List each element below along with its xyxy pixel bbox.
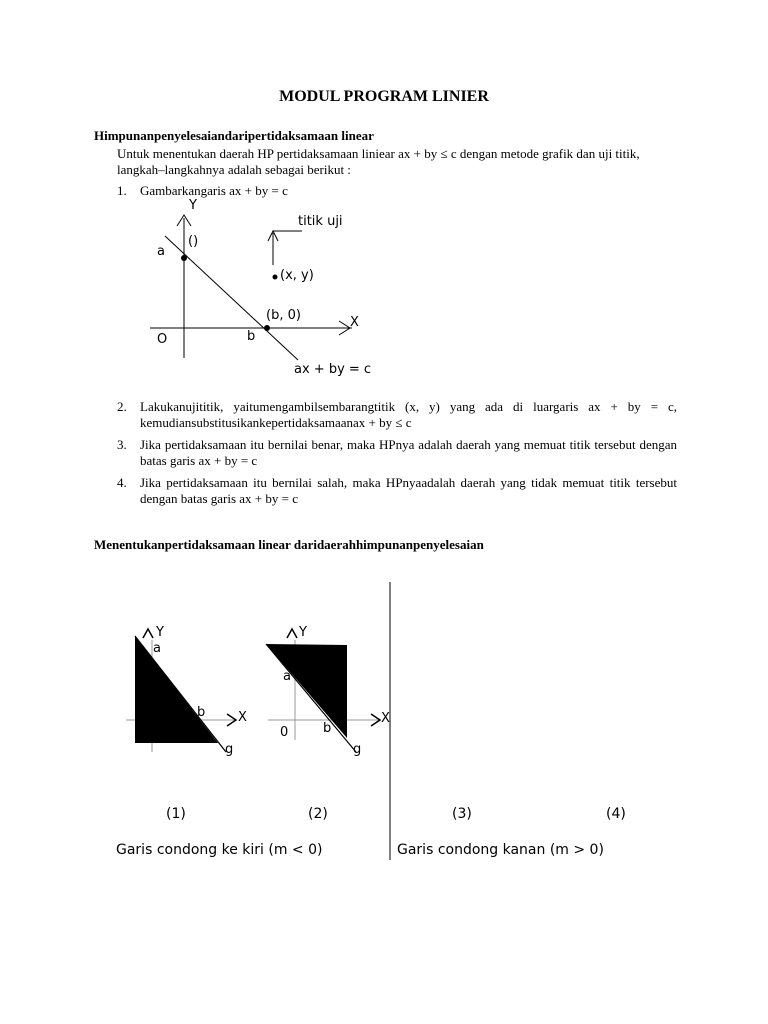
fig1-x-label: X xyxy=(350,315,359,330)
step-number: 1. xyxy=(117,183,127,198)
intro-paragraph: Untuk menentukan daerah HP pertidaksamaan liniear ax + by ≤ c dengan metode grafik dan uji titik, langkah–langkahnya adalah sebagai berikut : xyxy=(117,146,640,177)
graph2-y-label: Y xyxy=(299,625,307,640)
fig1-a-label: a xyxy=(157,244,165,259)
graph1-x-label: X xyxy=(238,710,247,725)
step-number: 2. xyxy=(117,399,127,414)
fig1-y-label: Y xyxy=(189,198,197,213)
caption-2: (2) xyxy=(308,806,328,822)
graph2-y-arrow-icon xyxy=(287,629,297,638)
graph2-b-label: b xyxy=(323,721,332,736)
fig1-paren-label: () xyxy=(188,234,199,249)
right-caption: Garis condong kanan (m > 0) xyxy=(397,842,604,858)
graph2-g-label: g xyxy=(353,742,362,757)
graph1-y-arrow-icon xyxy=(143,629,153,638)
step-text: Jika pertidaksamaan itu bernilai benar, maka HPnya adalah daerah yang memuat titik tersebut dengan batas garis ax + by = c xyxy=(140,437,677,468)
step-text: Jika pertidaksamaan itu bernilai salah, maka HPnyaadalah daerah yang tidak memuat titik tersebut dengan batas garis ax + by = c xyxy=(140,475,677,506)
fig1-o-label: O xyxy=(157,332,168,347)
graph2-x-label: X xyxy=(381,711,390,726)
section-heading-2: Menentukanpertidaksamaan linear daridaerahhimpunanpenyelesaian xyxy=(94,537,484,552)
step-number: 3. xyxy=(117,437,127,452)
fig1-test-label: titik uji xyxy=(298,214,343,229)
caption-4: (4) xyxy=(606,806,626,822)
fig1-line-label: ax + by = c xyxy=(294,362,372,377)
graph2-o-label: 0 xyxy=(280,725,289,740)
section-heading-1: Himpunanpenyelesaiandaripertidaksamaan linear xyxy=(94,128,374,143)
fig1-b0-label: (b, 0) xyxy=(266,308,301,323)
step-text: Lakukanujititik, yaitumengambilsembarangtitik (x, y) yang ada di luargaris ax + by = c, kemudiansubstitusikankepertidaksamaanax + by ≤ c xyxy=(140,399,677,430)
step-text: Gambarkangaris ax + by = c xyxy=(140,183,288,198)
left-caption: Garis condong ke kiri (m < 0) xyxy=(116,842,323,858)
caption-1: (1) xyxy=(166,806,186,822)
graph2-a-label: a xyxy=(283,669,291,684)
graph1-y-label: Y xyxy=(156,625,164,640)
graph1-a-label: a xyxy=(153,641,161,656)
caption-3: (3) xyxy=(452,806,472,822)
graph1-g-label: g xyxy=(225,742,234,757)
page-title: MODUL PROGRAM LINIER xyxy=(279,88,489,105)
fig1-b-label: b xyxy=(247,329,256,344)
fig1-point-label: (x, y) xyxy=(280,268,314,283)
graph1-b-label: b xyxy=(197,705,206,720)
step-number: 4. xyxy=(117,475,127,490)
